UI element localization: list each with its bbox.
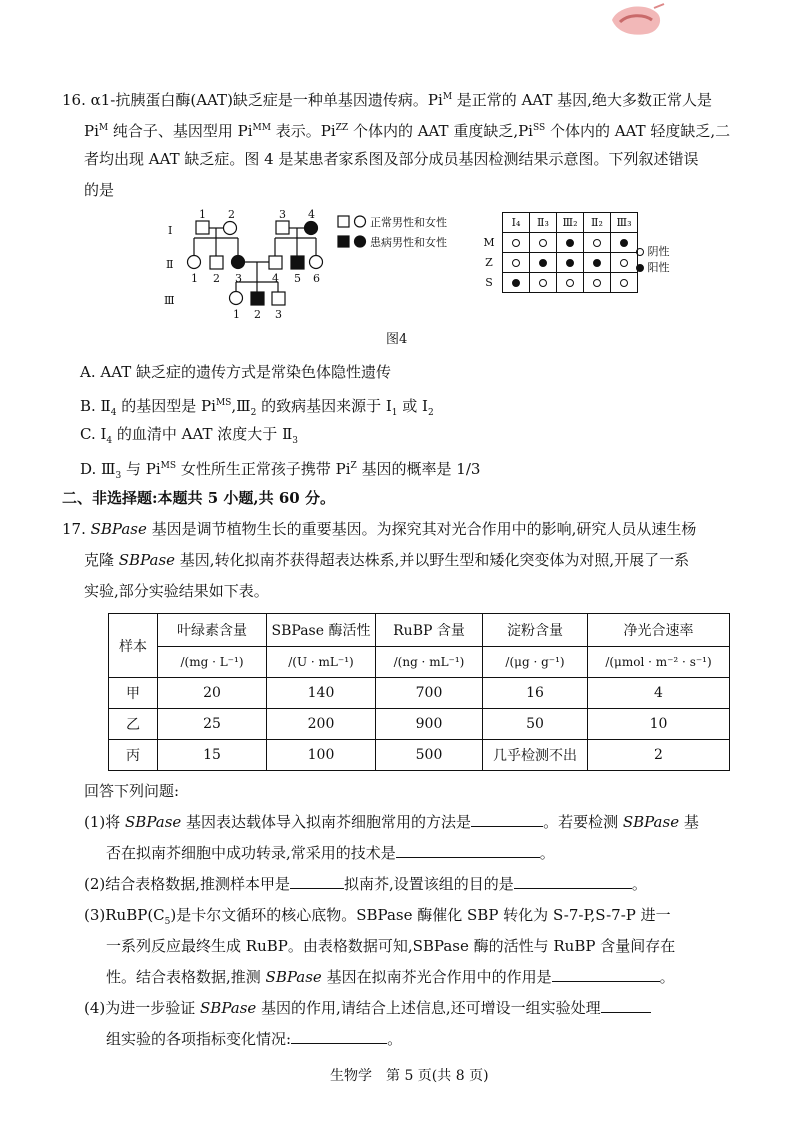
pedigree-I3	[276, 221, 289, 234]
q17-part-3-line-1	[84, 905, 671, 932]
cell: 900	[376, 709, 483, 740]
cell	[611, 233, 638, 253]
positive-dot-icon	[566, 259, 574, 267]
cell: 200	[267, 709, 376, 740]
sub: 2	[250, 408, 257, 418]
num: 3	[279, 208, 286, 221]
gene-legend	[636, 244, 670, 276]
cell: 10	[588, 709, 730, 740]
col-head: Ⅲ₂	[557, 213, 584, 233]
cell	[503, 253, 530, 273]
negative-dot-icon	[539, 239, 547, 247]
header-col: 净光合速率	[588, 614, 730, 647]
negative-dot-icon	[512, 239, 520, 247]
col-head: Ⅲ₃	[611, 213, 638, 233]
sup: Z	[350, 461, 357, 471]
negative-dot-icon	[539, 279, 547, 287]
sub: 5	[164, 917, 171, 927]
header-sample: 样本	[109, 614, 158, 678]
cell: 25	[158, 709, 267, 740]
q17-part-3-line-3	[106, 967, 675, 987]
gene-name: SBPase	[200, 999, 257, 1017]
cell	[503, 233, 530, 253]
t: 的血清中 AAT 浓度大于 Ⅱ	[112, 425, 293, 443]
option-b	[80, 393, 434, 423]
row-head: M	[483, 236, 495, 249]
unit-col: /(U · mL⁻¹)	[267, 647, 376, 678]
num: 1	[199, 208, 206, 221]
t: 或 Ⅰ	[397, 397, 428, 415]
t: 的基因型是 Pi	[116, 397, 216, 415]
positive-dot-icon	[512, 279, 520, 287]
t: 。	[539, 844, 555, 862]
pedigree-III1	[230, 292, 243, 305]
t: (2)结合表格数据,推测样本甲是	[84, 875, 291, 893]
cell	[530, 273, 557, 293]
page-footer: 生物学 第 5 页(共 8 页)	[330, 1068, 489, 1084]
legend-positive	[636, 260, 670, 276]
q16-line-3: 者均出现 AAT 缺乏症。图 4 是某患者家系图及部分成员基因检测结果示意图。下列叙述错误	[84, 150, 699, 168]
cell	[503, 273, 530, 293]
sub: 4	[110, 408, 117, 418]
sup: M	[442, 92, 453, 102]
legend-normal-female	[355, 216, 366, 227]
q16-text: 表示。Pi	[270, 122, 336, 140]
t: 基因在拟南芥光合作用中的作用是	[321, 968, 552, 986]
t: B. Ⅱ	[80, 397, 111, 415]
num: 1	[233, 308, 240, 321]
sub: 4	[106, 436, 113, 446]
sub: 2	[427, 408, 434, 418]
q16-text: 个体内的 AAT 轻度缺乏,二	[545, 122, 731, 140]
t: 克隆	[84, 551, 119, 569]
negative-dot-icon	[512, 259, 520, 267]
num: 6	[313, 272, 320, 285]
sub: 3	[115, 471, 122, 481]
answer-blank-1[interactable]	[471, 812, 543, 827]
cell: 700	[376, 678, 483, 709]
q17-part-2	[84, 874, 647, 894]
t: (4)为进一步验证	[84, 999, 201, 1017]
header-col: SBPase 酶活性	[267, 614, 376, 647]
col-head: Ⅱ₂	[584, 213, 611, 233]
q16-text: 纯合子、基因型用 Pi	[108, 122, 253, 140]
cell	[530, 253, 557, 273]
cell: 16	[483, 678, 588, 709]
legend-normal-label: 正常男性和女性	[370, 216, 447, 229]
positive-dot-icon	[636, 264, 644, 272]
q16-line-1	[62, 87, 712, 110]
pedigree-II5	[291, 256, 304, 269]
num: 3	[275, 308, 282, 321]
t: 基因是调节植物生长的重要基因。为探究其对光合作用中的影响,研究人员从速生杨	[146, 520, 697, 538]
legend-negative	[636, 244, 670, 260]
t: 性。结合表格数据,推测	[106, 968, 266, 986]
q17-line-1	[62, 519, 696, 539]
col-head: Ⅱ₃	[530, 213, 557, 233]
num: 2	[254, 308, 261, 321]
negative-dot-icon	[620, 259, 628, 267]
cell: 140	[267, 678, 376, 709]
pedigree-II3	[232, 256, 245, 269]
t: 基因的概率是 1/3	[356, 460, 481, 478]
answer-blank-4[interactable]	[514, 874, 632, 889]
q17-line-2	[84, 550, 689, 570]
q17-part-1-line-1	[84, 812, 699, 832]
legend-affected-label: 患病男性和女性	[370, 236, 447, 249]
header-col: RuBP 含量	[376, 614, 483, 647]
positive-dot-icon	[593, 259, 601, 267]
t: 17.	[62, 520, 91, 538]
gene-name: SBPase	[125, 813, 182, 831]
q16-text: 是正常的 AAT 基因,绝大多数正常人是	[452, 91, 712, 109]
pedigree-I2	[224, 222, 237, 235]
cell	[557, 233, 584, 253]
figure-caption: 图4	[386, 332, 408, 347]
negative-dot-icon	[593, 239, 601, 247]
q17-line-3: 实验,部分实验结果如下表。	[84, 582, 269, 600]
gene-name: SBPase	[118, 551, 176, 569]
cell: 20	[158, 678, 267, 709]
cell	[530, 233, 557, 253]
num: 2	[213, 272, 220, 285]
answer-blank-5[interactable]	[552, 967, 660, 982]
q17-part-4-line-2	[106, 1029, 402, 1049]
cell: 500	[376, 740, 483, 771]
row-head: Z	[485, 256, 493, 269]
t: D. Ⅲ	[80, 460, 116, 478]
sup: MS	[215, 398, 232, 408]
t: 。	[631, 875, 647, 893]
t: 的致病基因来源于 Ⅰ	[256, 397, 392, 415]
cell: 50	[483, 709, 588, 740]
option-d	[80, 456, 480, 486]
gen-label-I: Ⅰ	[168, 224, 173, 237]
answer-prompt: 回答下列问题:	[84, 782, 180, 800]
unit-col: /(μg · g⁻¹)	[483, 647, 588, 678]
t: 组实验的各项指标变化情况:	[106, 1030, 292, 1048]
cell: 15	[158, 740, 267, 771]
header-col: 淀粉含量	[483, 614, 588, 647]
cell	[557, 273, 584, 293]
negative-dot-icon	[636, 248, 644, 256]
q16-line-4: 的是	[84, 181, 115, 199]
t: (3)RuBP(C	[84, 906, 165, 924]
legend-positive-label: 阳性	[647, 261, 670, 274]
num: 1	[191, 272, 198, 285]
results-table	[108, 613, 730, 771]
col-head: Ⅰ₄	[503, 213, 530, 233]
t: ,Ⅲ	[231, 397, 251, 415]
t: 基因,转化拟南芥获得超表达株系,并以野生型和矮化突变体为对照,开展了一系	[175, 551, 690, 569]
gene-name: SBPase	[265, 968, 322, 986]
answer-blank-7[interactable]	[291, 1029, 387, 1044]
row-head: S	[485, 276, 493, 289]
unit-col: /(ng · mL⁻¹)	[376, 647, 483, 678]
legend-negative-label: 阴性	[647, 245, 670, 258]
positive-dot-icon	[566, 239, 574, 247]
t: 基因的作用,请结合上述信息,还可增设一组实验处理	[256, 999, 601, 1017]
positive-dot-icon	[539, 259, 547, 267]
sup: M	[98, 123, 109, 133]
unit-col: /(mg · L⁻¹)	[158, 647, 267, 678]
q17-part-4-line-1	[84, 998, 651, 1018]
t: 基	[679, 813, 699, 831]
t: 拟南芥,设置该组的目的是	[344, 875, 514, 893]
cell: 2	[588, 740, 730, 771]
cell	[584, 233, 611, 253]
sup: MS	[160, 461, 177, 471]
cell: 4	[588, 678, 730, 709]
t: 。	[659, 968, 675, 986]
answer-blank-2[interactable]	[396, 843, 540, 858]
legend-affected-female	[355, 236, 366, 247]
cell	[611, 273, 638, 293]
cell	[584, 253, 611, 273]
t: (1)将	[84, 813, 126, 831]
q16-line-2	[84, 118, 730, 141]
positive-dot-icon	[620, 239, 628, 247]
q16-text: Pi	[84, 122, 99, 140]
table-row	[109, 709, 730, 740]
table-row	[109, 740, 730, 771]
answer-blank-3[interactable]	[290, 874, 344, 889]
pedigree-II1	[188, 256, 201, 269]
num: 5	[294, 272, 301, 285]
cell	[557, 253, 584, 273]
gen-label-II: Ⅱ	[166, 258, 174, 271]
corner	[476, 213, 503, 233]
pedigree-II2	[210, 256, 223, 269]
pedigree-II6	[310, 256, 323, 269]
sub: 3	[292, 436, 298, 446]
sup: SS	[533, 123, 546, 133]
cell: 丙	[109, 740, 158, 771]
pedigree-III3	[272, 292, 285, 305]
pedigree-II4	[269, 256, 282, 269]
answer-blank-6[interactable]	[601, 998, 651, 1013]
section-heading: 二、非选择题:本题共 5 小题,共 60 分。	[62, 489, 335, 507]
negative-dot-icon	[593, 279, 601, 287]
cell	[584, 273, 611, 293]
negative-dot-icon	[620, 279, 628, 287]
q16-text: 16. α1-抗胰蛋白酶(AAT)缺乏症是一种单基因遗传病。Pi	[62, 91, 443, 109]
legend-normal-male	[338, 216, 349, 227]
option-a: A. AAT 缺乏症的遗传方式是常染色体隐性遗传	[80, 363, 391, 381]
sup: MM	[252, 123, 271, 133]
header-col: 叶绿素含量	[158, 614, 267, 647]
cell: 甲	[109, 678, 158, 709]
sub: 1	[391, 408, 398, 418]
pedigree-I1	[196, 221, 209, 234]
t: 否在拟南芥细胞中成功转录,常采用的技术是	[106, 844, 396, 862]
q17-part-3-line-2: 一系列反应最终生成 RuBP。由表格数据可知,SBPase 酶的活性与 RuBP 含量间存在	[106, 937, 676, 955]
q16-text: 个体内的 AAT 重度缺乏,Pi	[348, 122, 533, 140]
gene-name: SBPase	[90, 520, 147, 538]
cell	[611, 253, 638, 273]
t: 与 Pi	[121, 460, 161, 478]
gene-detection-grid	[476, 212, 638, 293]
num: 3	[235, 272, 242, 285]
t: 女性所生正常孩子携带 Pi	[176, 460, 351, 478]
pedigree-I4	[305, 222, 318, 235]
option-c	[80, 424, 298, 451]
gen-label-III: Ⅲ	[164, 294, 175, 307]
cell: 几乎检测不出	[483, 740, 588, 771]
t: 。	[387, 1030, 403, 1048]
cell: 乙	[109, 709, 158, 740]
q17-part-1-line-2	[106, 843, 555, 863]
num: 2	[228, 208, 235, 221]
negative-dot-icon	[566, 279, 574, 287]
stamp-mark-icon	[604, 2, 668, 40]
pedigree-chart	[160, 206, 470, 322]
t: 基因表达载体导入拟南芥细胞常用的方法是	[181, 813, 472, 831]
num: 4	[272, 272, 279, 285]
sup: ZZ	[335, 123, 349, 133]
pedigree-III2	[251, 292, 264, 305]
cell: 100	[267, 740, 376, 771]
legend-affected-male	[338, 236, 349, 247]
t: 。若要检测	[543, 813, 623, 831]
gene-name: SBPase	[622, 813, 680, 831]
table-row	[109, 678, 730, 709]
t: )是卡尔文循环的核心底物。SBPase 酶催化 SBP 转化为 S-7-P,S-7-P 进一	[170, 906, 671, 924]
unit-col: /(μmol · m⁻² · s⁻¹)	[588, 647, 730, 678]
t: C. Ⅰ	[80, 425, 107, 443]
num: 4	[308, 208, 315, 221]
